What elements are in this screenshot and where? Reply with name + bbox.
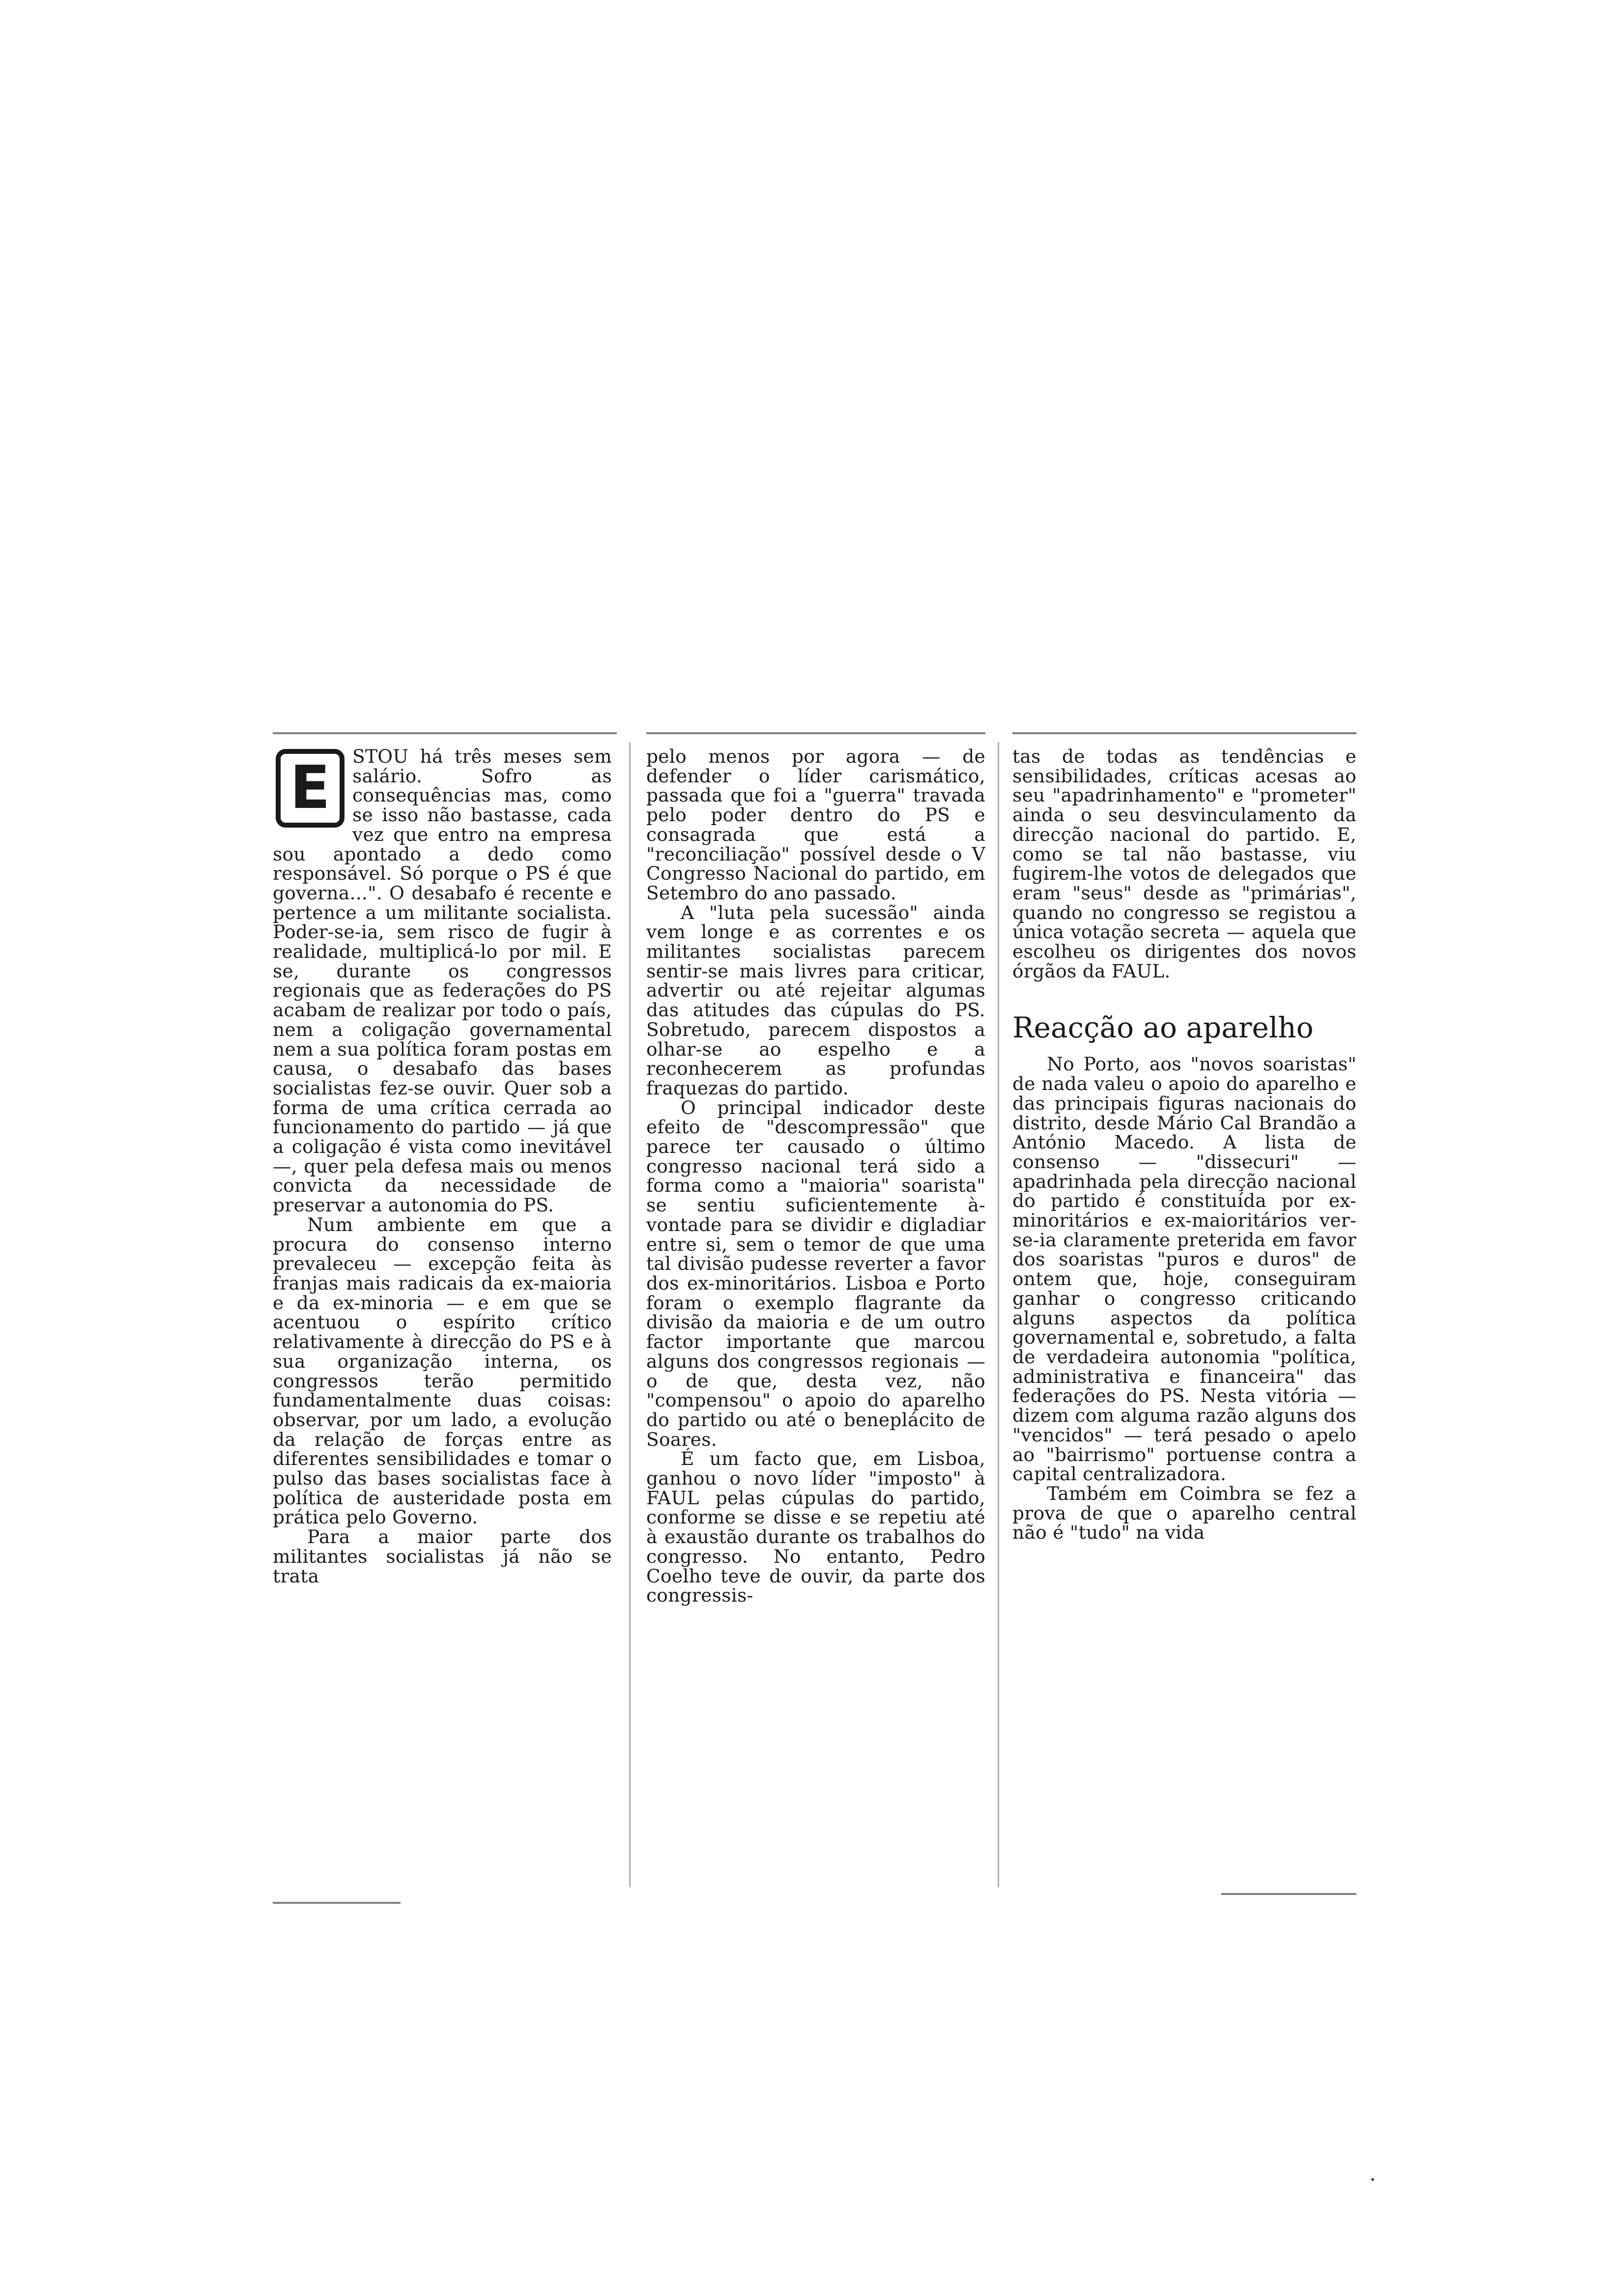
section-subheading: Reacção ao aparelho (1012, 1011, 1314, 1045)
paragraph-text: STOU há três meses sem salário. Sofro as consequências mas, como se isso não bastasse, cada vez que entro na empresa sou apontado a dedo como responsável. Só porque o PS é que governa...". O desabafo é recente e pertence a um militante socialista. Poder-se-ia, sem risco de fugir à realidade, multiplicá-lo por mil. E se, durante os congressos regionais que as federações do PS acabam de realizar por todo o país, nem a coligação governamental nem a sua política foram postas em causa, o desabafo das bases socialistas fez-se ouvir. Quer sob a forma de uma crítica cerrada ao funcionamento do partido — já que a coligação é vista como inevitável —, quer pela defesa mais ou menos convicta da necessidade de preservar a autonomia do PS. (273, 746, 612, 1216)
column-divider-1 (629, 742, 631, 1887)
newspaper-clipping (273, 722, 1356, 1912)
article-paragraph: Também em Coimbra se fez a prova de que o aparelho central não é "tudo" na vida (1012, 1482, 1356, 1544)
drop-cap: E (276, 749, 345, 828)
article-column-1 (273, 747, 612, 1586)
scan-speck (1371, 2178, 1374, 2181)
article-paragraph: É um facto que, em Lisboa, ganhou o novo líder "imposto" à FAUL pelas cúpulas do partido, conforme se disse e se repetiu até à exaustão durante os trabalhos do congresso. No entanto, Pedro Coelho teve de ouvir, da parte dos congressis- (646, 1448, 985, 1607)
bottom-rule-left (273, 1902, 401, 1904)
top-rule-middle (646, 732, 985, 734)
article-paragraph: Para a maior parte dos militantes socialistas já não se trata (273, 1526, 612, 1587)
top-rule-left (273, 732, 617, 734)
article-paragraph (273, 747, 612, 1215)
article-paragraph: O principal indicador deste efeito de "descompressão" que parece ter causado o último congresso nacional terá sido a forma como a "maioria" soarista" se sentiu suficientemente à-vontade para se dividir e digladiar entre si, sem o temor de que uma tal divisão pudesse reverter a favor dos ex-minoritários. Lisboa e Porto foram o exemplo flagrante da divisão da maioria e de um outro factor importante que marcou alguns dos congressos regionais — o de que, desta vez, não "compensou" o apoio do aparelho do partido ou até o beneplácito de Soares. (646, 1096, 985, 1450)
bottom-rule-right (1221, 1893, 1356, 1895)
article-column-3 (1012, 747, 1356, 1543)
top-rule-right (1012, 732, 1356, 734)
article-paragraph: No Porto, aos "novos soaristas" de nada valeu o apoio do aparelho e das principais figuras nacionais do distrito, desde Mário Cal Brandão a António Macedo. A lista de consenso — "dissecuri" — apadrinhada pela direcção nacional do partido é constituída por ex-minoritários e ex-maioritários ver-se-ia claramente preterida em favor dos soaristas "puros e duros" de ontem que, hoje, conseguiram ganhar o congresso criticando alguns aspectos da política governamental e, sobretudo, a falta de verdadeira autonomia "política, administrativa e financeira" das federações do PS. Nesta vitória — dizem com alguma razão alguns dos "vencidos" — terá pesado o apelo ao "bairrismo" portuense contra a capital centralizadora. (1012, 1053, 1356, 1485)
column-divider-2 (998, 742, 999, 1887)
article-paragraph: Num ambiente em que a procura do consenso interno prevaleceu — excepção feita às franjas mais radicais da ex-maioria e da ex-minoria — e em que se acentuou o espírito crítico relativamente à direcção do PS e à sua organização interna, os congressos terão permitido fundamentalmente duas coisas: observar, por um lado, a evolução da relação de forças entre as diferentes sensibilidades e tomar o pulso das bases socialistas face à política de austeridade posta em prática pelo Governo. (273, 1213, 612, 1528)
article-paragraph: tas de todas as tendências e sensibilidades, críticas acesas ao seu "apadrinhamento" e "prometer" ainda o seu desvinculamento da direcção nacional do partido. E, como se tal não bastasse, viu fugirem-lhe votos de delegados que eram "seus" desde as "primárias", quando no congresso se registou a única votação secreta — aquela que escolheu os dirigentes dos novos órgãos da FAUL. (1012, 746, 1356, 982)
article-column-2 (646, 747, 985, 1606)
article-paragraph: pelo menos por agora — de defender o líder carismático, passada que foi a "guerra" travada pelo poder dentro do PS e consagrada que está a "reconciliação" possível desde o V Congresso Nacional do partido, em Setembro do ano passado. (646, 746, 985, 904)
article-paragraph: A "luta pela sucessão" ainda vem longe e as correntes e os militantes socialistas parecem sentir-se mais livres para criticar, advertir ou até rejeitar algumas das atitudes das cúpulas do PS. Sobretudo, parecem dispostos a olhar-se ao espelho e a reconhecerem as profundas fraquezas do partido. (646, 901, 985, 1099)
